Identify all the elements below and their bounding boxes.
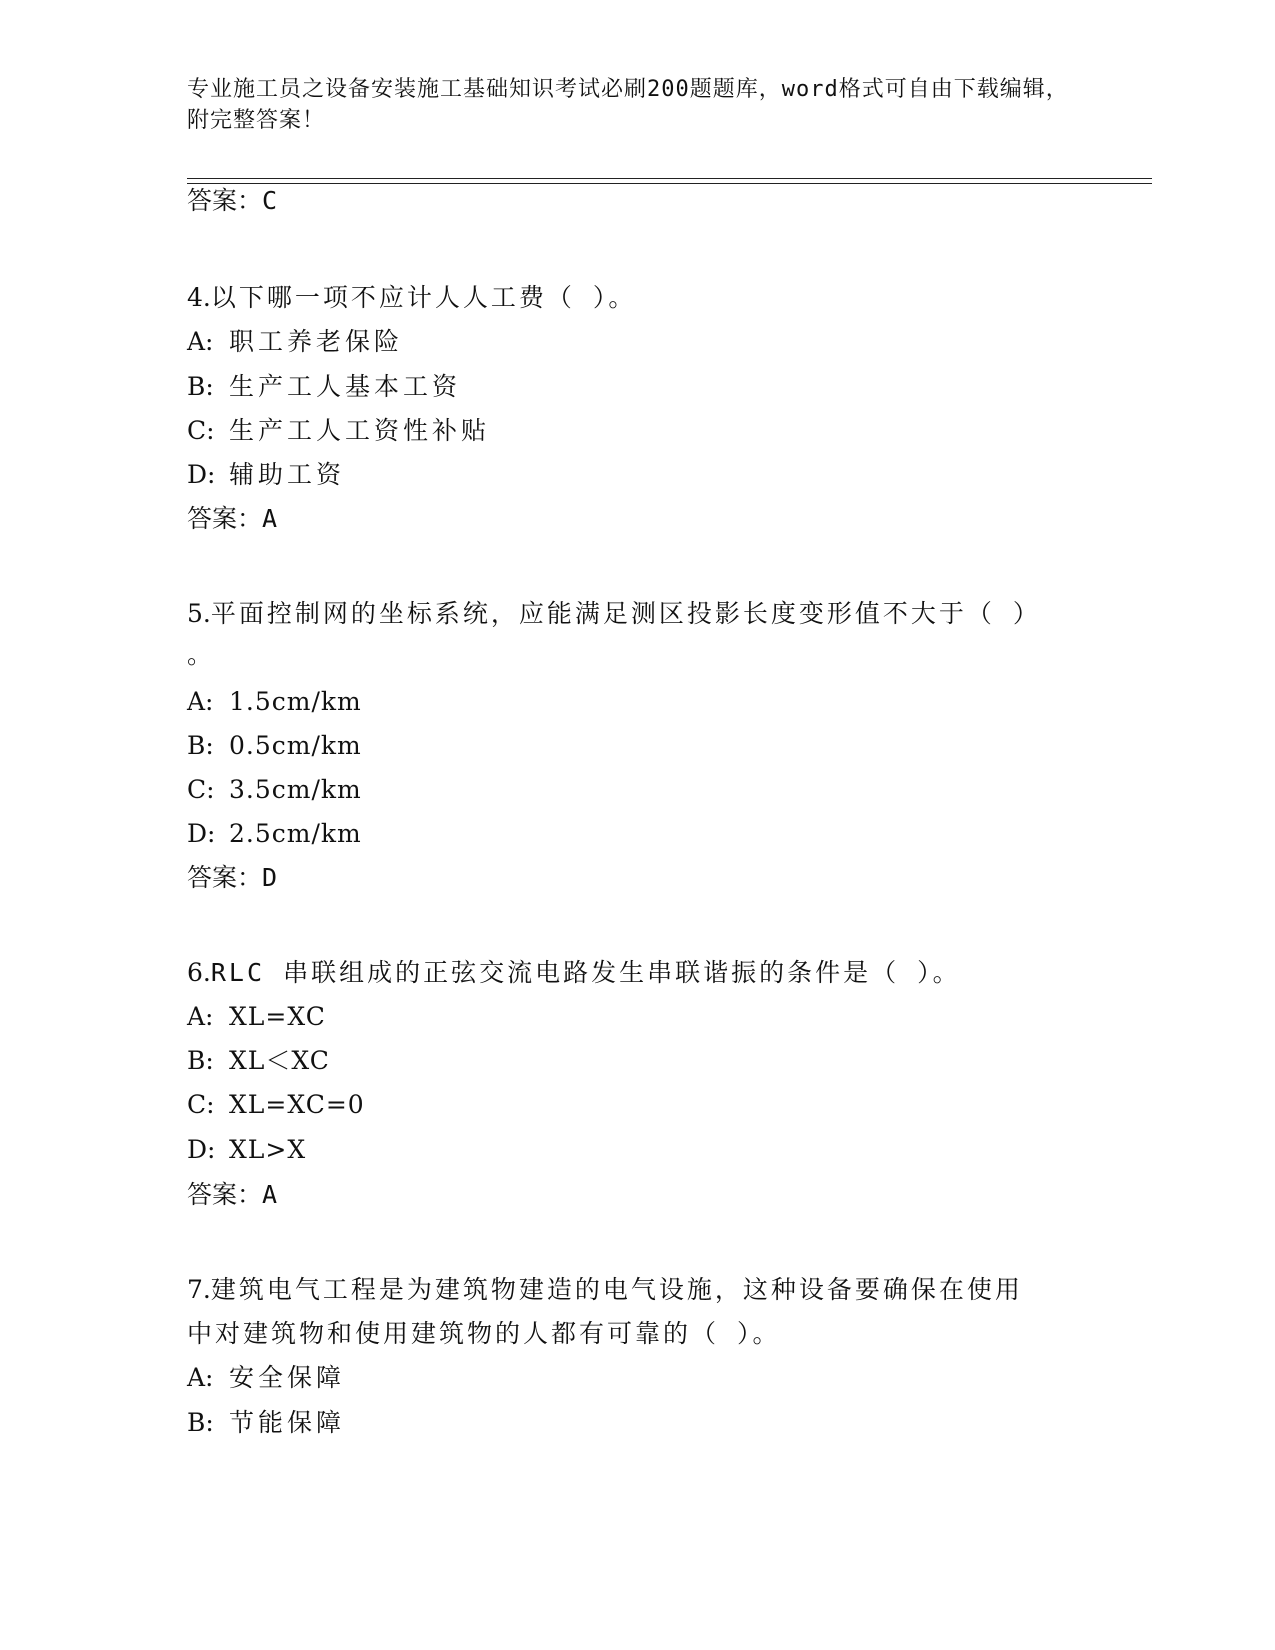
option-key: D: — [187, 1135, 216, 1164]
answer-value: A — [262, 504, 278, 533]
question-4-answer — [187, 504, 277, 534]
option-key: B: — [187, 731, 214, 760]
question-number: 7. — [187, 1275, 211, 1304]
option-key: D: — [187, 819, 216, 848]
question-6-option-d — [187, 1135, 306, 1165]
option-key: C: — [187, 416, 215, 445]
question-number: 5. — [187, 599, 211, 628]
option-key: A: — [187, 327, 214, 356]
answer-label: 答案： — [187, 504, 263, 533]
answer-previous — [187, 186, 277, 216]
answer-value: D — [262, 863, 278, 892]
option-text: 1.5cm/km — [229, 687, 362, 716]
question-6-option-a — [187, 1002, 326, 1032]
question-5-option-a — [187, 687, 362, 717]
question-4 — [187, 283, 636, 313]
document-header: 专业施工员之设备安装施工基础知识考试必刷200题题库，word格式可自由下载编辑，附完整答案！ — [187, 77, 1069, 133]
question-7 — [187, 1275, 1023, 1305]
question-text: 平面控制网的坐标系统，应能满足测区投影长度变形值不大于（ ） — [210, 599, 1041, 628]
question-7-option-b — [187, 1408, 345, 1438]
option-text: 生产工人基本工资 — [229, 372, 462, 401]
answer-label: 答案： — [187, 1180, 263, 1209]
question-6-option-c — [187, 1090, 365, 1120]
question-5-option-b — [187, 731, 362, 761]
option-key: A: — [187, 1002, 214, 1031]
question-number: 6. — [187, 958, 211, 987]
question-7-option-a — [187, 1363, 345, 1393]
question-6-answer — [187, 1180, 277, 1210]
question-text: 以下哪一项不应计人人工费（ ）。 — [210, 283, 637, 312]
option-key: C: — [187, 775, 215, 804]
question-4-option-d — [187, 460, 345, 490]
question-5 — [187, 599, 1041, 629]
option-text: 2.5cm/km — [229, 819, 362, 848]
question-6 — [187, 958, 961, 988]
question-5-answer — [187, 863, 277, 893]
option-text: XL=XC — [229, 1002, 326, 1031]
option-text: XL＜XC — [229, 1046, 330, 1075]
question-5-option-c — [187, 775, 362, 805]
question-4-option-c — [187, 416, 490, 446]
question-4-option-a — [187, 327, 403, 357]
header-divider-bottom — [187, 183, 1152, 184]
option-text: 职工养老保险 — [229, 327, 404, 356]
header-divider-top — [187, 178, 1152, 179]
option-key: B: — [187, 372, 214, 401]
question-7-continuation: 中对建筑物和使用建筑物的人都有可靠的（ ）。 — [187, 1319, 781, 1348]
option-text: 生产工人工资性补贴 — [229, 416, 491, 445]
option-text: 安全保障 — [229, 1363, 346, 1392]
option-text: 0.5cm/km — [229, 731, 362, 760]
question-text: 建筑电气工程是为建筑物建造的电气设施，这种设备要确保在使用 — [210, 1275, 1023, 1304]
option-text: 辅助工资 — [229, 460, 346, 489]
option-key: B: — [187, 1408, 214, 1437]
option-key: A: — [187, 1363, 214, 1392]
option-key: A: — [187, 687, 214, 716]
option-text: XL>X — [229, 1135, 307, 1164]
question-4-option-b — [187, 372, 461, 402]
answer-label: 答案： — [187, 863, 263, 892]
option-key: C: — [187, 1090, 215, 1119]
answer-value: C — [262, 186, 278, 215]
option-key: B: — [187, 1046, 214, 1075]
question-5-option-d — [187, 819, 362, 849]
answer-label: 答案： — [187, 186, 263, 215]
question-6-option-b — [187, 1046, 330, 1076]
option-text: 3.5cm/km — [229, 775, 362, 804]
option-text: XL=XC=0 — [229, 1090, 365, 1119]
answer-value: A — [262, 1180, 278, 1209]
question-text: RLC 串联组成的正弦交流电路发生串联谐振的条件是（ ）。 — [210, 958, 961, 987]
option-text: 节能保障 — [229, 1408, 346, 1437]
question-5-continuation: 。 — [187, 640, 216, 669]
option-key: D: — [187, 460, 216, 489]
question-number: 4. — [187, 283, 211, 312]
